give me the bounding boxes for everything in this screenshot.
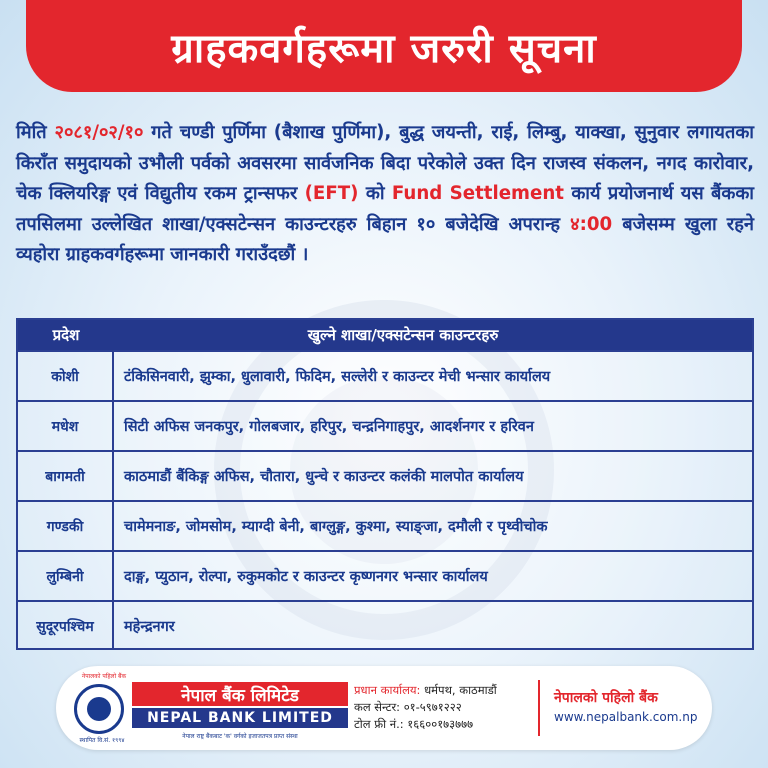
head-office bbox=[354, 682, 497, 699]
table-row bbox=[18, 450, 752, 500]
region-cell: बागमती bbox=[18, 452, 114, 500]
bank-name-nepali: नेपाल बैंक लिमिटेड bbox=[132, 682, 348, 706]
bank-emblem-icon bbox=[74, 684, 124, 734]
bank-slogan: नेपालको पहिलो बैंक bbox=[554, 690, 658, 706]
contact-info bbox=[354, 682, 497, 733]
footer-card bbox=[56, 666, 712, 750]
region-cell: गण्डकी bbox=[18, 502, 114, 550]
head-office-value: धर्मपथ, काठमाडौं bbox=[420, 683, 497, 697]
bank-tagline: नेपाल राष्ट्र बैंकबाट 'क' वर्गको इजाजतपत्र प्राप्त संस्था bbox=[182, 733, 298, 740]
header-region: प्रदेश bbox=[52, 326, 80, 344]
notice-fund-settlement: Fund Settlement bbox=[391, 183, 564, 204]
bank-logo bbox=[68, 670, 348, 746]
branches-cell: महेन्द्रनगर bbox=[124, 619, 175, 635]
emblem-bottom-text: स्थापित वि.सं. १९९४ bbox=[79, 737, 125, 744]
title-banner bbox=[26, 0, 742, 92]
notice-time: ४:00 bbox=[570, 213, 613, 235]
notice-eft: (EFT) bbox=[304, 183, 359, 204]
region-cell: लुम्बिनी bbox=[18, 552, 114, 600]
head-office-label: प्रधान कार्यालय: bbox=[354, 683, 421, 697]
bank-name-english: NEPAL BANK LIMITED bbox=[132, 708, 348, 728]
branches-cell: काठमाडौं बैंकिङ्ग अफिस, चौतारा, धुन्चे र काउन्टर कलंकी मालपोत कार्यालय bbox=[124, 469, 524, 485]
branches-table bbox=[16, 318, 754, 650]
toll-free: टोल फ्री नं.: १६६००१७३७७७ bbox=[354, 717, 474, 731]
region-cell: कोशी bbox=[18, 352, 114, 400]
region-cell: सुदूरपश्चिम bbox=[18, 602, 114, 650]
table-row bbox=[18, 350, 752, 400]
notice-text-5: बजेसम्म खुला रहने व्यहोरा ग्राहकवर्गहरूमा जानकारी गराउँदछौं । bbox=[16, 213, 754, 265]
notice-paragraph bbox=[16, 118, 754, 271]
call-center: कल सेन्टर: ०१-५९७१२२२ bbox=[354, 700, 462, 714]
branches-cell: टंकिसिनवारी, झुम्का, धुलावारी, फिदिम, सल्लेरी र काउन्टर मेची भन्सार कार्यालय bbox=[124, 369, 551, 385]
branches-cell: चामेमनाङ, जोमसोम, म्याग्दी बेनी, बाग्लुङ्ग, कुश्मा, स्याङ्जा, दमौली र पृथ्वीचोक bbox=[124, 519, 548, 535]
emblem-top-text: नेपालको पहिलो बैंक bbox=[81, 673, 127, 680]
branches-cell: सिटी अफिस जनकपुर, गोलबजार, हरिपुर, चन्द्रनिगाहपुर, आदर्शनगर र हरिवन bbox=[124, 419, 534, 435]
table-row bbox=[18, 400, 752, 450]
table-header bbox=[18, 320, 752, 350]
emblem-core bbox=[87, 697, 111, 721]
branches-cell: दाङ्ग, प्युठान, रोल्पा, रुकुमकोट र काउन्टर कृष्णनगर भन्सार कार्यालय bbox=[124, 569, 488, 585]
notice-date: २०८१/०२/१० bbox=[54, 122, 144, 143]
website-link[interactable]: www.nepalbank.com.np bbox=[554, 710, 698, 724]
notice-text-2: गते चण्डी पुर्णिमा (बैशाख पुर्णिमा), बुद्ध जयन्ती, राई, लिम्बु, याक्खा, सुनुवार लगायतका किराँत समुदायको उभौली पर्वको अवसरमा सार्वजनिक बिदा परेकोले उक्त दिन राजस्व संकलन, नगद कारोवार, चेक क्लियरिङ्ग एवं विद्युतीय रकम ट्रान्सफर bbox=[16, 122, 754, 204]
region-cell: मधेश bbox=[18, 402, 114, 450]
notice-text-3: को bbox=[358, 183, 392, 204]
table-row bbox=[18, 500, 752, 550]
notice-text-4: कार्य प्रयोजनार्थ यस बैंकका तपसिलमा उल्लेखित शाखा/एक्सटेन्सन काउन्टरहरु बिहान १० बजेदेखि अपरान्ह bbox=[16, 183, 754, 235]
table-row bbox=[18, 550, 752, 600]
table-row bbox=[18, 600, 752, 650]
header-branches: खुल्ने शाखा/एक्सटेन्सन काउन्टरहरु bbox=[307, 326, 499, 344]
notice-text-1: मिति bbox=[16, 122, 55, 143]
footer-divider bbox=[538, 680, 540, 736]
page-title: ग्राहकवर्गहरूमा जरुरी सूचना bbox=[171, 25, 597, 72]
